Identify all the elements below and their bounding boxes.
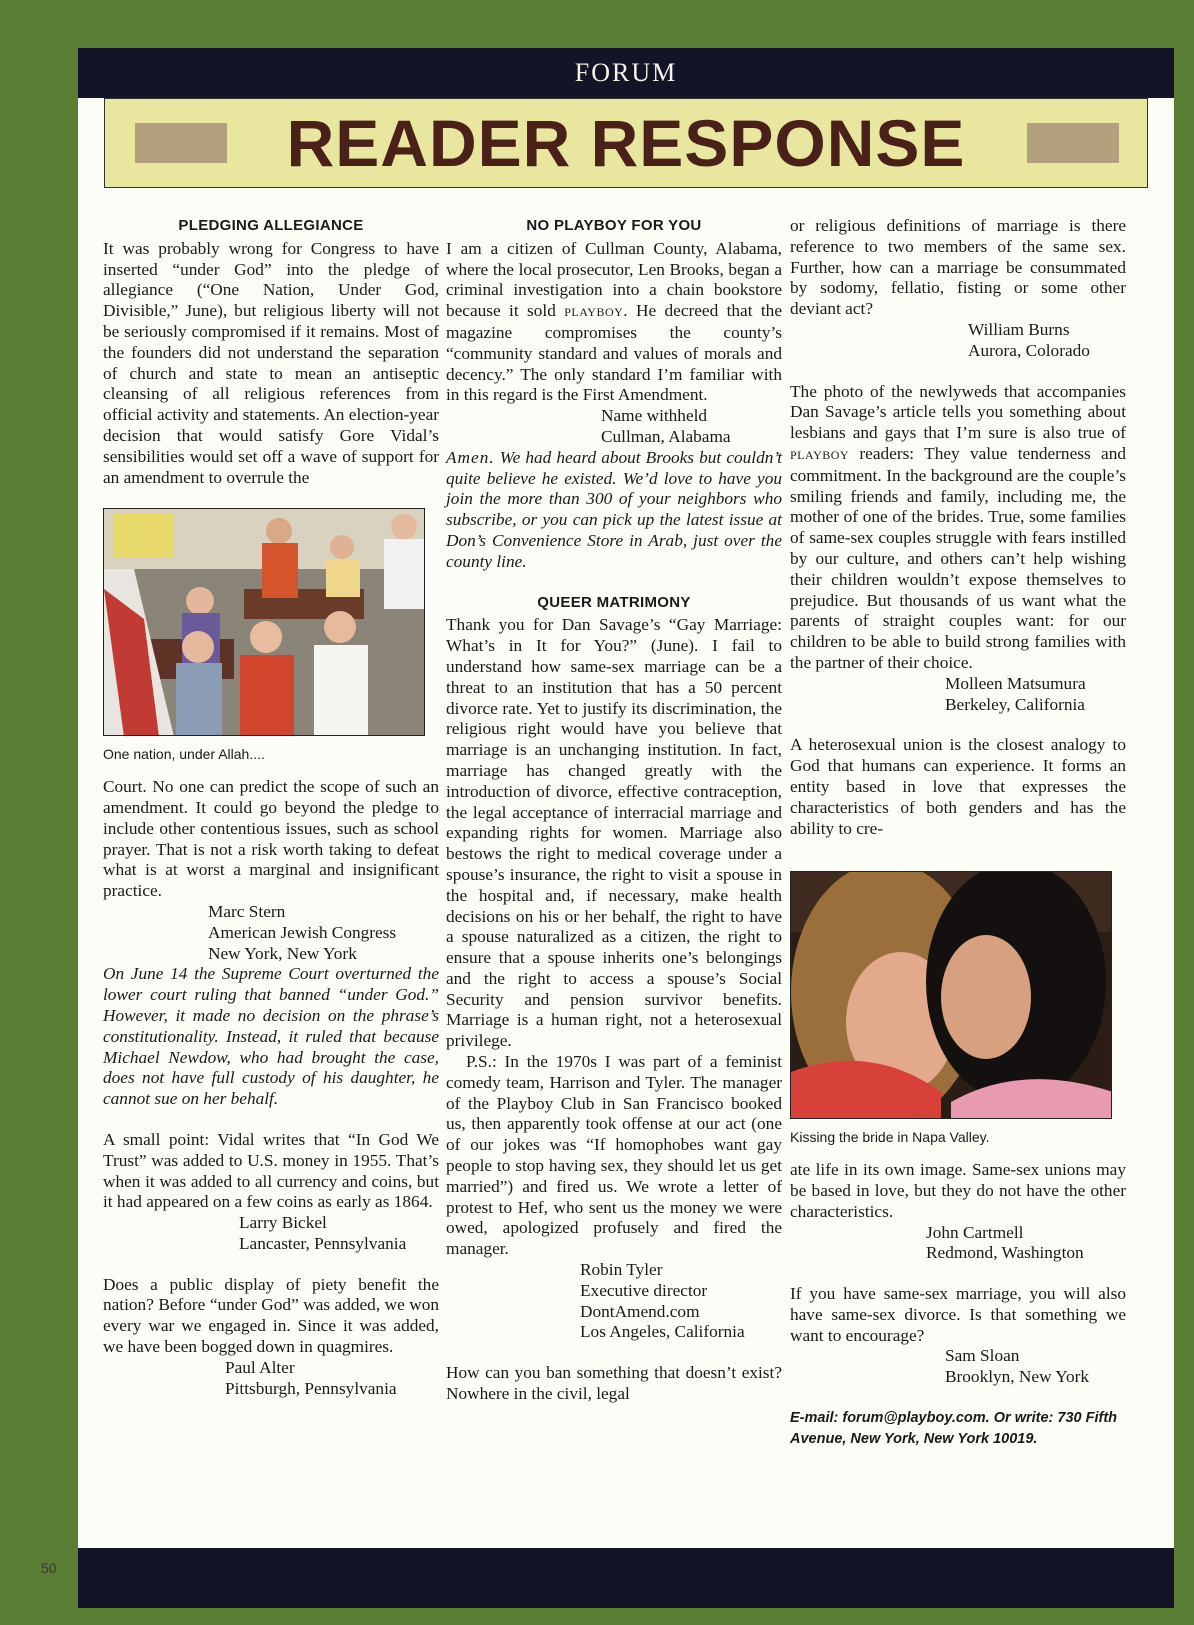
- signature-name: Molleen Matsumura: [945, 673, 1086, 693]
- signature-location: Los Angeles, California: [580, 1322, 745, 1342]
- letter-text: It was probably wrong for Congress to have inserted “under God” into the pledge of allegiance (“One Nation, Under God, Divisible,” June), but religious liberty will not be seriously compromised if it remains. Most of the founders did not understand the separation of church and state to mean an antiseptic cleansing of all religious references from official activity and statements. An election-year decision that would satisfy Gore Vidal’s sensibilities would set off a wave of support for an amendment to overrule the: [103, 238, 439, 487]
- photo-caption: Kissing the bride in Napa Valley.: [790, 1129, 990, 1146]
- kissing-brides-photo: [790, 871, 1112, 1119]
- letter-text: A heterosexual union is the closest analogy to God that humans can experience. It forms an entity based in love that expresses the characteristics of both genders and has the ability to cre-: [790, 735, 1126, 838]
- signature-location: Berkeley, California: [945, 694, 1085, 714]
- letter-text: ate life in its own image. Same-sex unions may be based in love, but they do not have the other characteristics.: [790, 1160, 1126, 1221]
- signature-website: DontAmend.com: [580, 1301, 700, 1321]
- signature-name: Marc Stern: [208, 901, 286, 921]
- signature-location: Redmond, Washington: [926, 1243, 1084, 1263]
- letter-text: If you have same-sex marriage, you will also have same-sex divorce. Is that something we want to encourage?: [790, 1284, 1126, 1345]
- title-bar-right-decoration: [1027, 123, 1119, 163]
- signature-name: Sam Sloan: [945, 1346, 1020, 1366]
- letter-text: A small point: Vidal writes that “In God We Trust” was added to U.S. money in 1955. That’s when it was added to all currency and coins, but it had appeared on a few coins as early as 1864.: [103, 1129, 439, 1212]
- signature-location: Pittsburgh, Pennsylvania: [225, 1378, 397, 1398]
- section-header: FORUM: [78, 48, 1174, 98]
- heading-queer-matrimony: QUEER MATRIMONY: [537, 593, 691, 611]
- letter-text: Court. No one can predict the scope of such an amendment. It could go beyond the pledge to include other contentious issues, such as school prayer. That is not a risk worth taking to defeat what is at worst a marginal and insignificant practice.: [103, 777, 439, 901]
- signature-location: Cullman, Alabama: [601, 426, 731, 446]
- title-banner: [104, 98, 1148, 188]
- photo-caption: One nation, under Allah....: [103, 746, 265, 763]
- signature-name: Robin Tyler: [580, 1260, 663, 1280]
- column-1: [103, 216, 439, 1399]
- editor-response: On June 14 the Supreme Court overturned the lower court ruling that banned “under God.” However, it made no decision on the phrase’s constitutionality. Instead, it ruled that because Michael Newdow, who had brought the case, does not have full custody of his daughter, he cannot sue on her behalf.: [103, 964, 439, 1109]
- letter-text: Thank you for Dan Savage’s “Gay Marriage: What’s in It for You?” (June). I fail to understand how same-sex marriage can be a threat to an institution that has a 50 percent divorce rate. Yet to justify its discrimination, the religious right would have you believe that marriage is an unchanging institution. In fact, marriage has changed greatly with the introduction of divorce, effective contraception, the legal acceptance of interracial marriage and expanding rights for women. Marriage also bestows the right to medical coverage under a spouse’s insurance, the right to visit a spouse in the hospital and, if necessary, make health decisions on his or her behalf, the right to have a spouse naturalized as a citizen, the right to ensure that a spouse inherits one’s belongings and the right to access a spouse’s Social Security and pension survivor benefits. Marriage is a human right, not a heterosexual privilege.: [446, 615, 782, 1051]
- footer-bar: [78, 1548, 1174, 1608]
- signature-location: Lancaster, Pennsylvania: [239, 1233, 407, 1253]
- page-number: 50: [41, 1560, 57, 1576]
- letter-text: I am a citizen of Cullman County, Alabama, where the local prosecutor, Len Brooks, began a criminal investigation into a chain bookstore because it sold PLAYBOY. He decreed that the magazine compromises the county’s “community standard and values of morals and decency.” The only standard I’m familiar with in this regard is the First Amendment.: [446, 238, 782, 405]
- signature-name: William Burns: [968, 319, 1070, 339]
- page-title: READER RESPONSE: [286, 106, 966, 180]
- letter-text: How can you ban something that doesn’t exist? Nowhere in the civil, legal: [446, 1363, 782, 1404]
- signature-name: Name withheld: [601, 406, 708, 426]
- editor-response: Amen. We had heard about Brooks but couldn’t quite believe he existed. We’d love to have you join the more than 300 of your neighbors who subscribe, or you can pick up the latest issue at Don’s Convenience Store in Arab, just over the county line.: [446, 447, 782, 571]
- pledge-photo: [103, 508, 425, 736]
- column-3: [790, 216, 1126, 1450]
- signature-name: Paul Alter: [225, 1357, 295, 1377]
- letter-text: Does a public display of piety benefit the nation? Before “under God” was added, we won every war we engaged in. Since it was added, we have been bogged down in quagmires.: [103, 1274, 439, 1357]
- heading-pledging-allegiance: PLEDGING ALLEGIANCE: [178, 217, 364, 234]
- signature-org: American Jewish Congress: [208, 922, 397, 942]
- signature-name: Larry Bickel: [239, 1213, 327, 1233]
- heading-no-playboy-for-you: NO PLAYBOY FOR YOU: [526, 217, 702, 234]
- magazine-page: [78, 48, 1174, 1608]
- signature-location: Brooklyn, New York: [945, 1367, 1090, 1387]
- signature-name: John Cartmell: [926, 1222, 1024, 1242]
- playboy-smallcaps: PLAYBOY: [790, 447, 850, 462]
- letter-text: P.S.: In the 1970s I was part of a feminist comedy team, Harrison and Tyler. The manager of the Playboy Club in San Francisco booked us, then apparently took offense at our act (one of our jokes was “If homophobes want gay people to stop having sex, they should let us get married”) and fired us. We wrote a letter of protest to Hef, who sent us the money we were owed, apologized profusely and fired the manager.: [446, 1052, 782, 1259]
- contact-info: E-mail: forum@playboy.com. Or write: 730 Fifth Avenue, New York, New York 10019.: [790, 1410, 1118, 1448]
- signature-location: Aurora, Colorado: [968, 340, 1090, 360]
- signature-title: Executive director: [580, 1280, 708, 1300]
- letter-text: or religious definitions of marriage is there reference to two members of the same sex. Further, how can a marriage be consummated by sodomy, fellatio, fisting or some other deviant act?: [790, 216, 1126, 319]
- playboy-smallcaps: PLAYBOY: [564, 305, 624, 320]
- signature-location: New York, New York: [208, 943, 357, 963]
- letter-text: The photo of the newlyweds that accompanies Dan Savage’s article tells you something about lesbians and gays that I’m sure is also true of PLAYBOY readers: They value tenderness and commitment. In the background are the couple’s smiling friends and family, including me, the mother of one of the brides. True, some families of same-sex couples struggle with fears instilled by our culture, and others can’t help wishing their children wouldn’t expose themselves to prejudice. But thousands of us want what the parents of straight couples want: for our children to be able to build strong families with the partner of their choice.: [790, 381, 1126, 672]
- column-2: [446, 216, 782, 1405]
